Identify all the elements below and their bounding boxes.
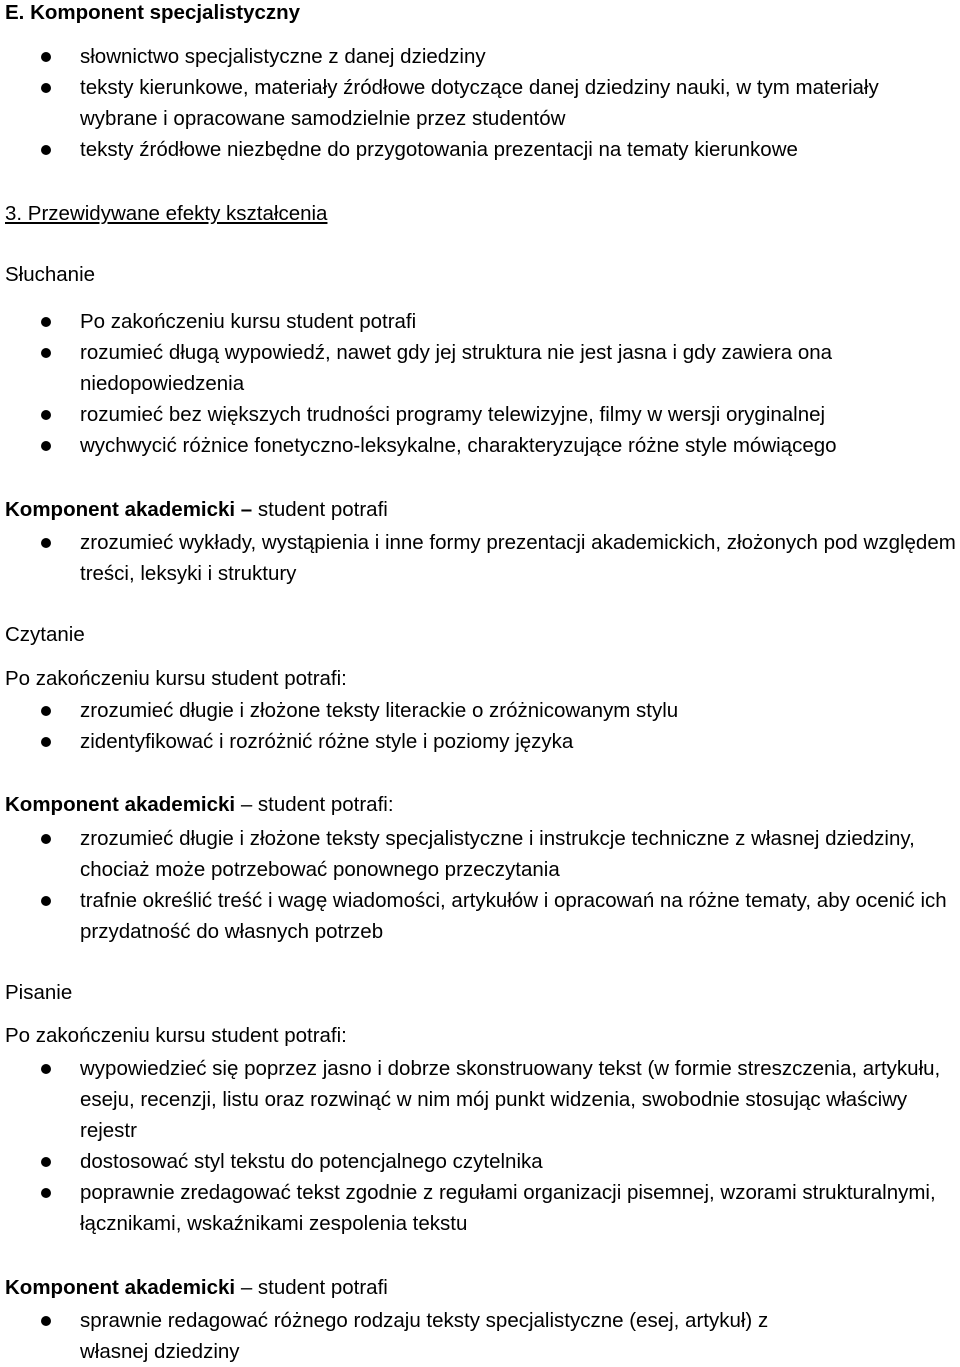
bullet-icon bbox=[41, 706, 51, 716]
bullet-icon bbox=[41, 441, 51, 451]
bullet-icon bbox=[41, 1157, 51, 1167]
list-item bbox=[0, 430, 960, 461]
list-item bbox=[0, 134, 960, 165]
listening-academic-heading bbox=[5, 494, 388, 525]
list-item bbox=[0, 527, 960, 589]
list-item-text: rozumieć długą wypowiedź, nawet gdy jej struktura nie jest jasna i gdy zawiera ona niedopowiedzenia bbox=[80, 341, 833, 395]
list-item-text: zrozumieć długie i złożone teksty literackie o zróżnicowanym stylu bbox=[80, 699, 679, 722]
bullet-icon bbox=[41, 538, 51, 548]
writing-academic-heading bbox=[5, 1272, 388, 1303]
academic-suffix: – student potrafi: bbox=[235, 793, 394, 816]
bullet-icon bbox=[41, 834, 51, 844]
bullet-icon bbox=[41, 410, 51, 420]
list-item-text: teksty źródłowe niezbędne do przygotowania prezentacji na tematy kierunkowe bbox=[80, 138, 798, 161]
bullet-icon bbox=[41, 1188, 51, 1198]
list-item-text: rozumieć bez większych trudności programy telewizyjne, filmy w wersji oryginalnej bbox=[80, 403, 826, 426]
list-item bbox=[0, 399, 960, 430]
writing-list bbox=[0, 1053, 960, 1239]
reading-academic-list bbox=[0, 823, 960, 947]
list-item bbox=[0, 72, 894, 134]
section-3-title: 3. Przewidywane efekty kształcenia bbox=[5, 202, 328, 225]
writing-academic-list bbox=[0, 1305, 960, 1367]
section-e-title: E. Komponent specjalistyczny bbox=[5, 1, 301, 24]
listening-academic-list bbox=[0, 527, 960, 589]
list-item-text: słownictwo specjalistyczne z danej dziedziny bbox=[80, 45, 486, 68]
list-item bbox=[0, 726, 960, 757]
list-item bbox=[0, 1146, 960, 1177]
reading-intro: Po zakończeniu kursu student potrafi: bbox=[5, 667, 347, 690]
list-item-text: Po zakończeniu kursu student potrafi bbox=[80, 310, 417, 333]
listening-list bbox=[0, 306, 960, 461]
bullet-icon bbox=[41, 737, 51, 747]
list-item bbox=[0, 885, 960, 947]
list-item-text: zrozumieć długie i złożone teksty specjalistyczne i instrukcje techniczne z własnej dziedziny, chociaż może potrzebować ponownego przeczytania bbox=[80, 827, 915, 881]
bullet-icon bbox=[41, 1316, 51, 1326]
list-item bbox=[0, 1053, 960, 1146]
list-item bbox=[0, 306, 960, 337]
writing-intro: Po zakończeniu kursu student potrafi: bbox=[5, 1024, 347, 1047]
list-item bbox=[0, 695, 960, 726]
list-item-text: wychwycić różnice fonetyczno-leksykalne, charakteryzujące różne style mówiącego bbox=[80, 434, 837, 457]
list-item-text: sprawnie redagować różnego rodzaju teksty specjalistyczne (esej, artykuł) z własnej dziedziny bbox=[80, 1309, 769, 1363]
list-item-text: poprawnie zredagować tekst zgodnie z regułami organizacji pisemnej, wzorami strukturalnymi, łącznikami, wskaźnikami zespolenia tekstu bbox=[80, 1181, 936, 1235]
list-item-text: teksty kierunkowe, materiały źródłowe dotyczące danej dziedziny nauki, w tym materiały wybrane i opracowane samodzielnie przez studentów bbox=[80, 76, 879, 130]
section-e-list bbox=[0, 41, 960, 165]
bullet-icon bbox=[41, 52, 51, 62]
list-item bbox=[0, 337, 960, 399]
academic-suffix: – student potrafi bbox=[235, 1276, 388, 1299]
bullet-icon bbox=[41, 145, 51, 155]
reading-list bbox=[0, 695, 960, 757]
list-item bbox=[0, 1177, 960, 1239]
list-item-text: dostosować styl tekstu do potencjalnego czytelnika bbox=[80, 1150, 543, 1173]
bullet-icon bbox=[41, 1064, 51, 1074]
list-item-text: zrozumieć wykłady, wystąpienia i inne formy prezentacji akademickich, złożonych pod względem treści, leksyki i struktury bbox=[80, 531, 956, 585]
listening-title: Słuchanie bbox=[5, 263, 96, 286]
bullet-icon bbox=[41, 317, 51, 327]
list-item bbox=[0, 41, 624, 72]
academic-label: Komponent akademicki bbox=[5, 1276, 236, 1299]
list-item-text: wypowiedzieć się poprzez jasno i dobrze skonstruowany tekst (w formie streszczenia, artykułu, eseju, recenzji, listu oraz rozwinąć w nim mój punkt widzenia, swobodnie stosując właściwy rejestr bbox=[80, 1057, 941, 1142]
academic-suffix: student potrafi bbox=[252, 498, 388, 521]
reading-title: Czytanie bbox=[5, 623, 85, 646]
bullet-icon bbox=[41, 83, 51, 93]
academic-label: Komponent akademicki – bbox=[5, 498, 253, 521]
writing-title: Pisanie bbox=[5, 981, 73, 1004]
list-item-text: zidentyfikować i rozróżnić różne style i poziomy języka bbox=[80, 730, 574, 753]
academic-label: Komponent akademicki bbox=[5, 793, 236, 816]
reading-academic-heading bbox=[5, 789, 394, 820]
list-item-text: trafnie określić treść i wagę wiadomości, artykułów i opracowań na różne tematy, aby ocenić ich przydatność do własnych potrzeb bbox=[80, 889, 947, 943]
bullet-icon bbox=[41, 896, 51, 906]
list-item bbox=[0, 823, 944, 885]
list-item bbox=[0, 1305, 844, 1367]
bullet-icon bbox=[41, 348, 51, 358]
